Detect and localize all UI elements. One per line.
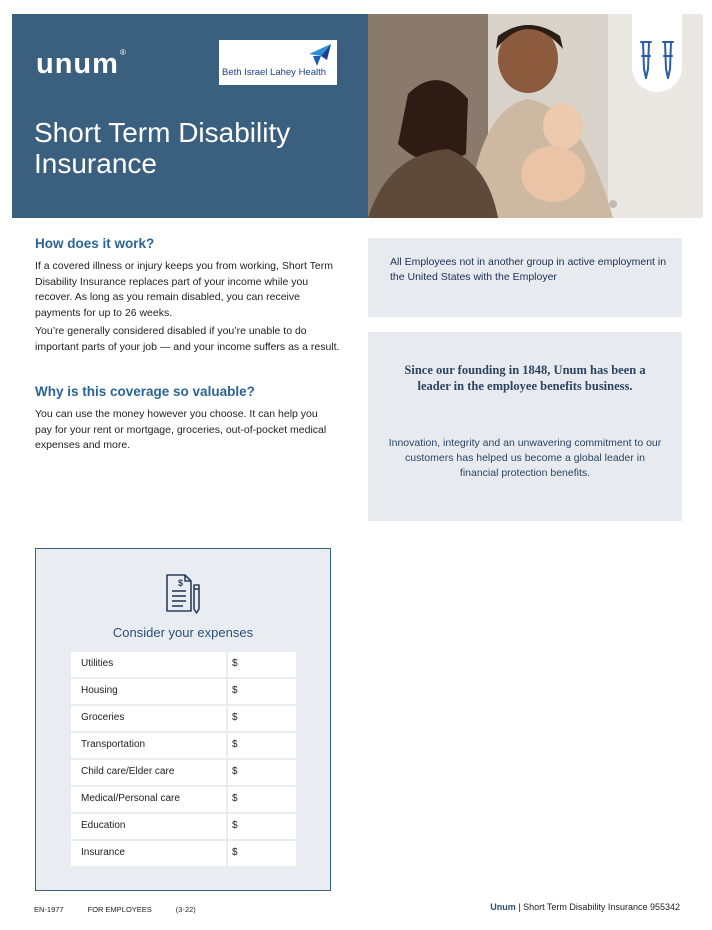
why-heading: Why is this coverage so valuable?: [35, 384, 255, 399]
how-heading: How does it work?: [35, 236, 155, 251]
crutches-tab: [632, 14, 682, 92]
expense-amount-cell[interactable]: [228, 652, 296, 677]
expense-label: Groceries: [81, 712, 125, 723]
expense-label-cell: [71, 760, 226, 785]
expense-label: Transportation: [81, 739, 146, 750]
how-paragraph-2: You’re generally considered disabled if you’re unable to do important parts of your job — and your income suffers as a result.: [35, 325, 340, 353]
expense-label-cell: [71, 814, 226, 839]
footer-doc-title: Short Term Disability Insurance 955342: [523, 902, 680, 912]
registered-mark: ®: [119, 48, 127, 57]
why-paragraph: You can use the money however you choose. It can help you pay for your rent or mortgage, groceries, out-of-pocket medical expenses and more.: [35, 408, 327, 451]
expense-amount: $: [232, 766, 238, 777]
document-dollar-icon: [163, 571, 203, 615]
footer-audience: FOR EMPLOYEES: [87, 905, 152, 914]
footer-code: EN-1977: [34, 905, 64, 914]
expense-amount-cell[interactable]: [228, 679, 296, 704]
expense-label-cell: [71, 652, 226, 677]
bilh-logo: [219, 40, 337, 85]
expense-amount-cell[interactable]: [228, 760, 296, 785]
dollar-sign: $: [178, 578, 184, 588]
expense-amount: $: [232, 658, 238, 669]
expense-label-cell: [71, 787, 226, 812]
crutches-icon: [632, 14, 682, 84]
unum-logo-text: unum: [36, 48, 119, 80]
eligibility-text: All Employees not in another group in active employment in the United States with the Employer: [390, 256, 667, 283]
expense-amount-cell[interactable]: [228, 841, 296, 866]
expense-amount: $: [232, 685, 238, 696]
founding-box: [368, 332, 682, 521]
expense-amount-cell[interactable]: [228, 814, 296, 839]
expense-label: Medical/Personal care: [81, 793, 180, 804]
expense-label: Housing: [81, 685, 118, 696]
unum-logo: [36, 48, 127, 81]
expense-label: Utilities: [81, 658, 114, 669]
footer-separator: |: [518, 902, 521, 912]
expense-amount: $: [232, 847, 238, 858]
expense-amount: $: [232, 739, 238, 750]
expense-amount-cell[interactable]: [228, 787, 296, 812]
footer-doc: [480, 902, 680, 912]
expenses-title: Consider your expenses: [112, 625, 254, 640]
footer-brand: Unum: [490, 902, 516, 912]
how-paragraph-1: If a covered illness or injury keeps you from working, Short Term Disability Insurance replaces part of your income while you recover. As long as you remain disabled, you can receive payments for up to 26 weeks.: [35, 260, 334, 319]
expense-label: Insurance: [81, 847, 125, 858]
expense-amount: $: [232, 820, 238, 831]
expense-amount: $: [232, 712, 238, 723]
expense-amount-cell[interactable]: [228, 706, 296, 731]
expense-amount: $: [232, 793, 238, 804]
expense-label: Child care/Elder care: [81, 766, 175, 777]
expense-label-cell: [71, 706, 226, 731]
expense-label-cell: [71, 679, 226, 704]
expenses-card: [35, 548, 331, 891]
expense-label-cell: [71, 841, 226, 866]
founding-heading: Since our founding in 1848, Unum has been a leader in the employee benefits business.: [404, 363, 646, 393]
eligibility-box: [368, 238, 682, 317]
bird-mark-icon: [307, 42, 333, 68]
expense-amount-cell[interactable]: [228, 733, 296, 758]
page-title: Short Term Disability Insurance: [34, 117, 291, 179]
expense-label: Education: [81, 820, 126, 831]
expense-label-cell: [71, 733, 226, 758]
bilh-logo-text: Beth Israel Lahey Health: [222, 67, 327, 78]
footer-codes: [34, 905, 220, 914]
founding-body: Innovation, integrity and an unwavering commitment to our customers has helped us become a global leader in financial protection benefits.: [388, 437, 662, 479]
footer-date: (3-22): [175, 905, 196, 914]
